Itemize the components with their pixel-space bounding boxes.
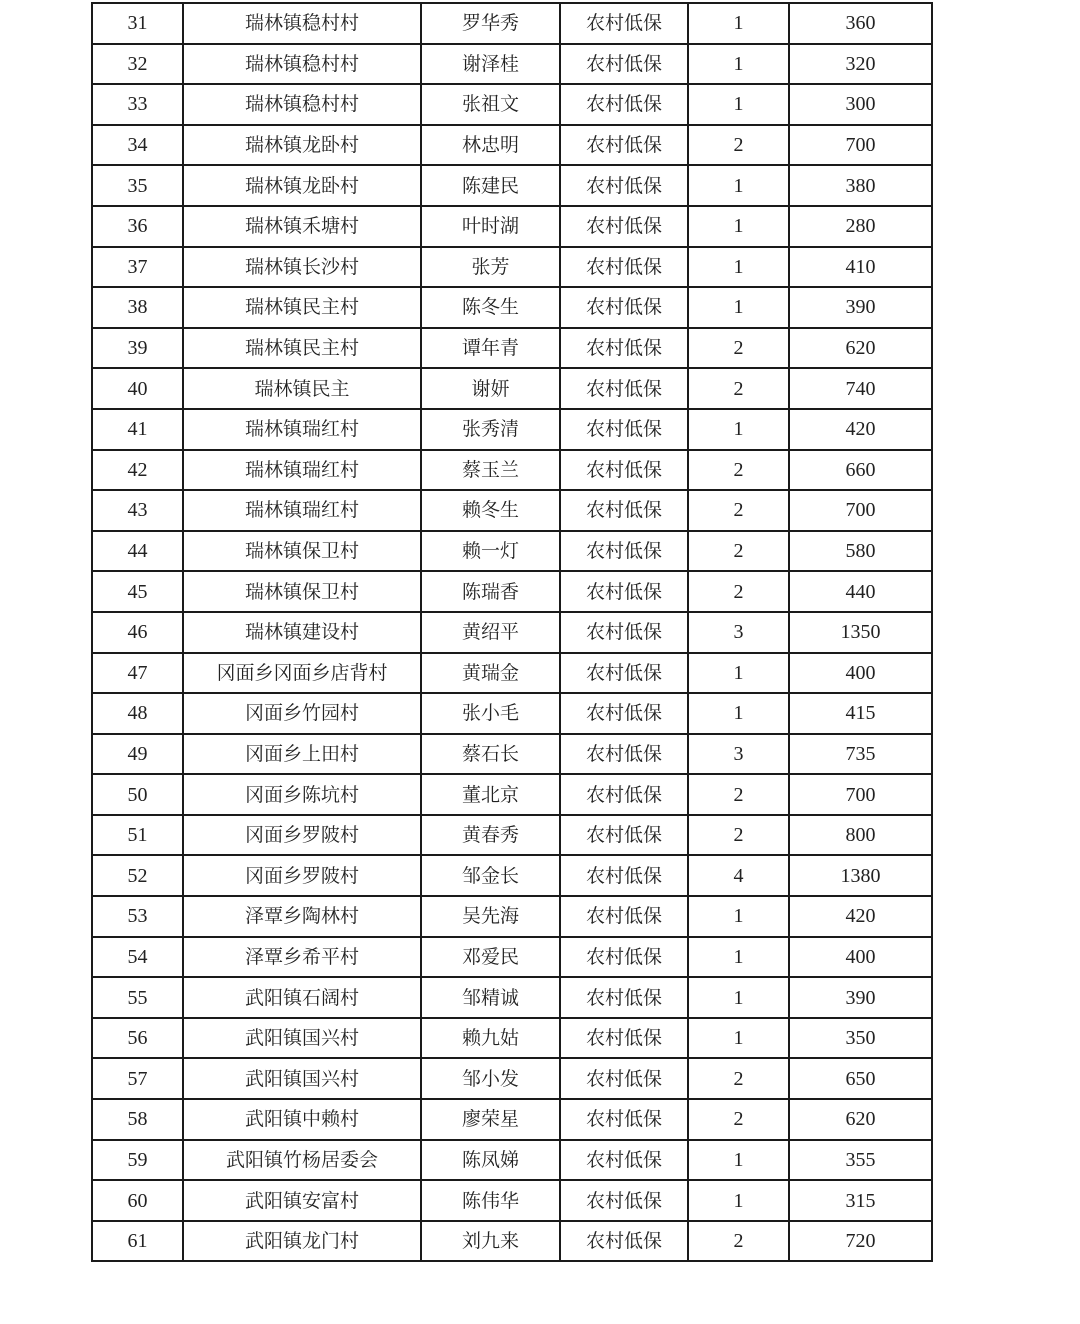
cell-address: 武阳镇中赖村 xyxy=(183,1099,421,1140)
cell-assistance-type: 农村低保 xyxy=(560,653,688,694)
cell-address: 武阳镇国兴村 xyxy=(183,1018,421,1059)
cell-serial-number: 31 xyxy=(92,3,183,44)
cell-name: 赖冬生 xyxy=(421,490,560,531)
cell-address: 瑞林镇瑞红村 xyxy=(183,490,421,531)
cell-household-size: 1 xyxy=(688,44,789,85)
cell-name: 张秀清 xyxy=(421,409,560,450)
cell-amount: 355 xyxy=(789,1140,932,1181)
cell-amount: 650 xyxy=(789,1058,932,1099)
cell-name: 刘九来 xyxy=(421,1221,560,1262)
cell-amount: 1350 xyxy=(789,612,932,653)
cell-amount: 415 xyxy=(789,693,932,734)
cell-household-size: 2 xyxy=(688,815,789,856)
cell-household-size: 1 xyxy=(688,896,789,937)
cell-address: 瑞林镇民主村 xyxy=(183,287,421,328)
table-row xyxy=(92,1058,932,1099)
table-row xyxy=(92,368,932,409)
cell-address: 瑞林镇龙卧村 xyxy=(183,125,421,166)
cell-serial-number: 46 xyxy=(92,612,183,653)
table-row xyxy=(92,937,932,978)
cell-amount: 700 xyxy=(789,774,932,815)
cell-assistance-type: 农村低保 xyxy=(560,1180,688,1221)
cell-serial-number: 53 xyxy=(92,896,183,937)
cell-serial-number: 56 xyxy=(92,1018,183,1059)
cell-address: 瑞林镇龙卧村 xyxy=(183,165,421,206)
cell-assistance-type: 农村低保 xyxy=(560,490,688,531)
cell-household-size: 3 xyxy=(688,612,789,653)
cell-address: 瑞林镇民主村 xyxy=(183,328,421,369)
cell-name: 谢妍 xyxy=(421,368,560,409)
cell-address: 瑞林镇建设村 xyxy=(183,612,421,653)
cell-address: 冈面乡冈面乡店背村 xyxy=(183,653,421,694)
cell-serial-number: 47 xyxy=(92,653,183,694)
cell-assistance-type: 农村低保 xyxy=(560,531,688,572)
cell-amount: 420 xyxy=(789,409,932,450)
cell-name: 黄绍平 xyxy=(421,612,560,653)
cell-address: 冈面乡陈坑村 xyxy=(183,774,421,815)
cell-household-size: 3 xyxy=(688,734,789,775)
cell-serial-number: 58 xyxy=(92,1099,183,1140)
cell-name: 张芳 xyxy=(421,247,560,288)
cell-name: 谢泽桂 xyxy=(421,44,560,85)
cell-serial-number: 33 xyxy=(92,84,183,125)
cell-serial-number: 32 xyxy=(92,44,183,85)
table-row xyxy=(92,84,932,125)
cell-assistance-type: 农村低保 xyxy=(560,247,688,288)
cell-address: 瑞林镇瑞红村 xyxy=(183,409,421,450)
cell-amount: 380 xyxy=(789,165,932,206)
table-row xyxy=(92,490,932,531)
cell-household-size: 2 xyxy=(688,531,789,572)
cell-serial-number: 43 xyxy=(92,490,183,531)
table-row xyxy=(92,855,932,896)
cell-amount: 320 xyxy=(789,44,932,85)
cell-name: 邹精诚 xyxy=(421,977,560,1018)
cell-assistance-type: 农村低保 xyxy=(560,125,688,166)
cell-household-size: 2 xyxy=(688,328,789,369)
cell-serial-number: 49 xyxy=(92,734,183,775)
table-row xyxy=(92,409,932,450)
cell-amount: 740 xyxy=(789,368,932,409)
cell-name: 张祖文 xyxy=(421,84,560,125)
cell-assistance-type: 农村低保 xyxy=(560,896,688,937)
table-row xyxy=(92,450,932,491)
cell-serial-number: 48 xyxy=(92,693,183,734)
cell-assistance-type: 农村低保 xyxy=(560,165,688,206)
cell-address: 冈面乡罗陂村 xyxy=(183,815,421,856)
table-body xyxy=(92,3,932,1261)
table-row xyxy=(92,815,932,856)
table-row xyxy=(92,287,932,328)
cell-serial-number: 54 xyxy=(92,937,183,978)
table-row xyxy=(92,1180,932,1221)
table-row xyxy=(92,693,932,734)
cell-household-size: 2 xyxy=(688,1058,789,1099)
cell-household-size: 2 xyxy=(688,450,789,491)
cell-amount: 620 xyxy=(789,328,932,369)
cell-address: 瑞林镇稳村村 xyxy=(183,84,421,125)
cell-assistance-type: 农村低保 xyxy=(560,774,688,815)
cell-address: 冈面乡罗陂村 xyxy=(183,855,421,896)
cell-name: 赖一灯 xyxy=(421,531,560,572)
cell-serial-number: 59 xyxy=(92,1140,183,1181)
cell-household-size: 1 xyxy=(688,653,789,694)
cell-name: 罗华秀 xyxy=(421,3,560,44)
cell-assistance-type: 农村低保 xyxy=(560,44,688,85)
table-row xyxy=(92,247,932,288)
cell-serial-number: 34 xyxy=(92,125,183,166)
table-row xyxy=(92,44,932,85)
cell-serial-number: 39 xyxy=(92,328,183,369)
cell-address: 瑞林镇稳村村 xyxy=(183,3,421,44)
cell-assistance-type: 农村低保 xyxy=(560,571,688,612)
cell-address: 瑞林镇保卫村 xyxy=(183,531,421,572)
cell-name: 赖九姑 xyxy=(421,1018,560,1059)
cell-address: 武阳镇龙门村 xyxy=(183,1221,421,1262)
cell-amount: 400 xyxy=(789,653,932,694)
cell-serial-number: 42 xyxy=(92,450,183,491)
cell-household-size: 2 xyxy=(688,774,789,815)
cell-address: 瑞林镇长沙村 xyxy=(183,247,421,288)
cell-serial-number: 51 xyxy=(92,815,183,856)
cell-household-size: 1 xyxy=(688,977,789,1018)
cell-amount: 360 xyxy=(789,3,932,44)
cell-address: 泽覃乡希平村 xyxy=(183,937,421,978)
cell-household-size: 1 xyxy=(688,1140,789,1181)
cell-household-size: 2 xyxy=(688,490,789,531)
cell-household-size: 1 xyxy=(688,1018,789,1059)
table-row xyxy=(92,1018,932,1059)
cell-address: 瑞林镇民主 xyxy=(183,368,421,409)
cell-assistance-type: 农村低保 xyxy=(560,815,688,856)
cell-amount: 315 xyxy=(789,1180,932,1221)
cell-name: 邹金长 xyxy=(421,855,560,896)
cell-amount: 735 xyxy=(789,734,932,775)
cell-amount: 280 xyxy=(789,206,932,247)
cell-assistance-type: 农村低保 xyxy=(560,328,688,369)
table-row xyxy=(92,571,932,612)
cell-household-size: 2 xyxy=(688,125,789,166)
table-row xyxy=(92,653,932,694)
cell-assistance-type: 农村低保 xyxy=(560,368,688,409)
cell-serial-number: 55 xyxy=(92,977,183,1018)
cell-amount: 720 xyxy=(789,1221,932,1262)
cell-assistance-type: 农村低保 xyxy=(560,1099,688,1140)
cell-serial-number: 40 xyxy=(92,368,183,409)
table-row xyxy=(92,977,932,1018)
cell-household-size: 1 xyxy=(688,165,789,206)
cell-serial-number: 60 xyxy=(92,1180,183,1221)
cell-address: 武阳镇安富村 xyxy=(183,1180,421,1221)
cell-name: 黄春秀 xyxy=(421,815,560,856)
cell-assistance-type: 农村低保 xyxy=(560,612,688,653)
cell-amount: 800 xyxy=(789,815,932,856)
table-row xyxy=(92,774,932,815)
cell-assistance-type: 农村低保 xyxy=(560,734,688,775)
cell-household-size: 2 xyxy=(688,368,789,409)
cell-household-size: 1 xyxy=(688,206,789,247)
cell-household-size: 1 xyxy=(688,1180,789,1221)
cell-household-size: 1 xyxy=(688,409,789,450)
cell-address: 武阳镇国兴村 xyxy=(183,1058,421,1099)
table-row xyxy=(92,3,932,44)
cell-name: 邓爱民 xyxy=(421,937,560,978)
cell-amount: 350 xyxy=(789,1018,932,1059)
cell-household-size: 1 xyxy=(688,247,789,288)
cell-address: 冈面乡上田村 xyxy=(183,734,421,775)
cell-address: 泽覃乡陶林村 xyxy=(183,896,421,937)
cell-amount: 440 xyxy=(789,571,932,612)
cell-amount: 300 xyxy=(789,84,932,125)
cell-address: 瑞林镇保卫村 xyxy=(183,571,421,612)
cell-name: 谭年青 xyxy=(421,328,560,369)
cell-address: 瑞林镇禾塘村 xyxy=(183,206,421,247)
cell-household-size: 1 xyxy=(688,84,789,125)
cell-name: 陈建民 xyxy=(421,165,560,206)
cell-address: 武阳镇石阔村 xyxy=(183,977,421,1018)
cell-amount: 700 xyxy=(789,490,932,531)
cell-amount: 580 xyxy=(789,531,932,572)
cell-assistance-type: 农村低保 xyxy=(560,1140,688,1181)
cell-household-size: 1 xyxy=(688,693,789,734)
cell-assistance-type: 农村低保 xyxy=(560,937,688,978)
cell-name: 董北京 xyxy=(421,774,560,815)
cell-address: 武阳镇竹杨居委会 xyxy=(183,1140,421,1181)
cell-assistance-type: 农村低保 xyxy=(560,450,688,491)
cell-name: 廖荣星 xyxy=(421,1099,560,1140)
cell-amount: 1380 xyxy=(789,855,932,896)
cell-serial-number: 61 xyxy=(92,1221,183,1262)
cell-name: 蔡石长 xyxy=(421,734,560,775)
cell-serial-number: 50 xyxy=(92,774,183,815)
cell-serial-number: 36 xyxy=(92,206,183,247)
table-row xyxy=(92,531,932,572)
cell-assistance-type: 农村低保 xyxy=(560,3,688,44)
cell-household-size: 2 xyxy=(688,1221,789,1262)
cell-serial-number: 38 xyxy=(92,287,183,328)
cell-serial-number: 35 xyxy=(92,165,183,206)
cell-assistance-type: 农村低保 xyxy=(560,409,688,450)
cell-household-size: 2 xyxy=(688,571,789,612)
cell-assistance-type: 农村低保 xyxy=(560,855,688,896)
cell-name: 邹小发 xyxy=(421,1058,560,1099)
cell-assistance-type: 农村低保 xyxy=(560,287,688,328)
cell-name: 黄瑞金 xyxy=(421,653,560,694)
cell-assistance-type: 农村低保 xyxy=(560,1058,688,1099)
cell-name: 林忠明 xyxy=(421,125,560,166)
cell-amount: 390 xyxy=(789,287,932,328)
cell-household-size: 4 xyxy=(688,855,789,896)
cell-name: 叶时湖 xyxy=(421,206,560,247)
cell-name: 吴先海 xyxy=(421,896,560,937)
cell-household-size: 1 xyxy=(688,3,789,44)
cell-household-size: 2 xyxy=(688,1099,789,1140)
cell-name: 蔡玉兰 xyxy=(421,450,560,491)
relief-table xyxy=(91,2,933,1262)
cell-name: 陈瑞香 xyxy=(421,571,560,612)
table-row xyxy=(92,125,932,166)
cell-serial-number: 57 xyxy=(92,1058,183,1099)
cell-assistance-type: 农村低保 xyxy=(560,1221,688,1262)
cell-amount: 400 xyxy=(789,937,932,978)
cell-serial-number: 52 xyxy=(92,855,183,896)
cell-name: 张小毛 xyxy=(421,693,560,734)
table-row xyxy=(92,896,932,937)
cell-amount: 410 xyxy=(789,247,932,288)
cell-amount: 700 xyxy=(789,125,932,166)
cell-amount: 390 xyxy=(789,977,932,1018)
cell-name: 陈凤娣 xyxy=(421,1140,560,1181)
table-row xyxy=(92,1099,932,1140)
table-row xyxy=(92,165,932,206)
cell-assistance-type: 农村低保 xyxy=(560,206,688,247)
cell-address: 瑞林镇瑞红村 xyxy=(183,450,421,491)
relief-table-container xyxy=(91,2,931,1262)
table-row xyxy=(92,206,932,247)
cell-assistance-type: 农村低保 xyxy=(560,693,688,734)
table-row xyxy=(92,328,932,369)
cell-amount: 420 xyxy=(789,896,932,937)
table-row xyxy=(92,734,932,775)
cell-assistance-type: 农村低保 xyxy=(560,977,688,1018)
cell-name: 陈伟华 xyxy=(421,1180,560,1221)
cell-household-size: 1 xyxy=(688,287,789,328)
table-row xyxy=(92,1221,932,1262)
table-row xyxy=(92,1140,932,1181)
table-row xyxy=(92,612,932,653)
cell-serial-number: 44 xyxy=(92,531,183,572)
cell-household-size: 1 xyxy=(688,937,789,978)
cell-address: 瑞林镇稳村村 xyxy=(183,44,421,85)
cell-serial-number: 45 xyxy=(92,571,183,612)
cell-assistance-type: 农村低保 xyxy=(560,1018,688,1059)
cell-assistance-type: 农村低保 xyxy=(560,84,688,125)
cell-name: 陈冬生 xyxy=(421,287,560,328)
cell-address: 冈面乡竹园村 xyxy=(183,693,421,734)
cell-amount: 620 xyxy=(789,1099,932,1140)
cell-serial-number: 37 xyxy=(92,247,183,288)
cell-amount: 660 xyxy=(789,450,932,491)
cell-serial-number: 41 xyxy=(92,409,183,450)
